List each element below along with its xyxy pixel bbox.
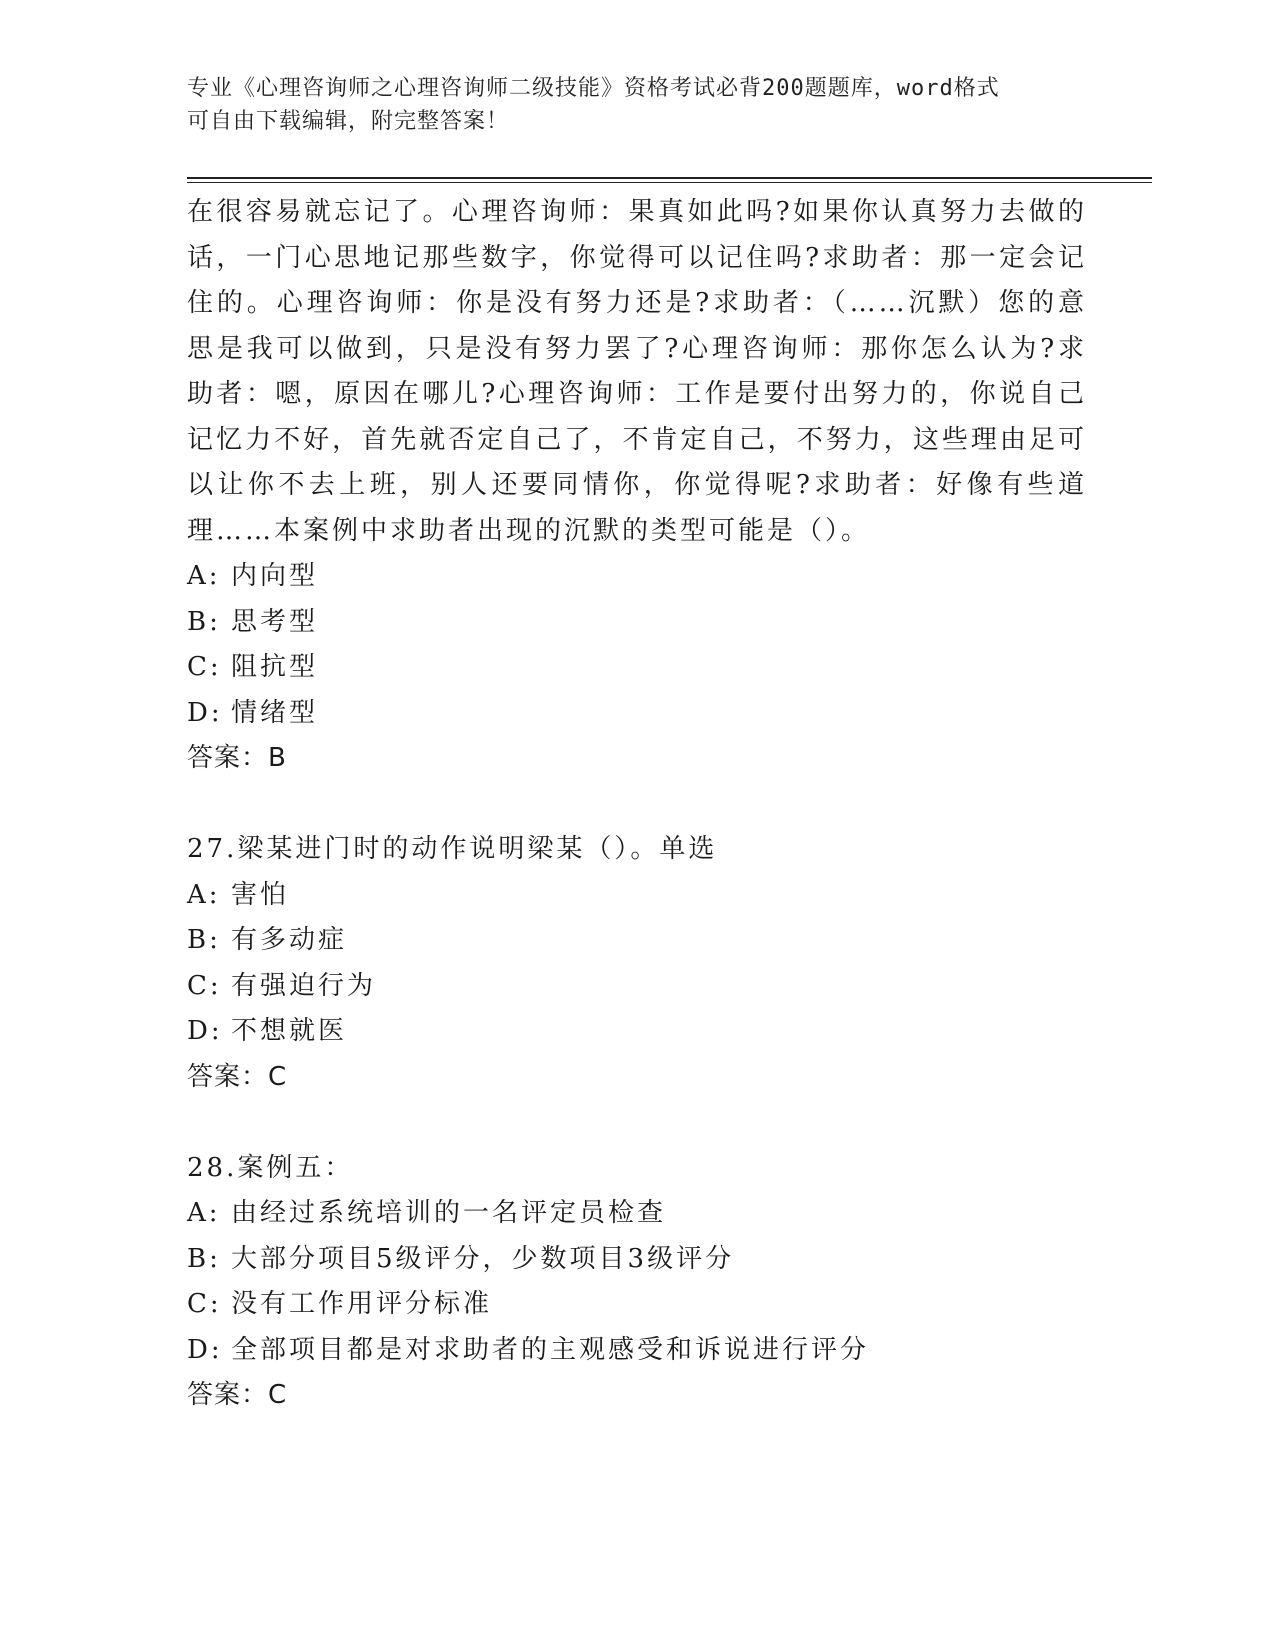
option-d [187,1328,1087,1374]
option-label: D: [187,697,223,728]
option-label: B: [187,1243,221,1274]
question-stem: 27.梁某进门时的动作说明梁某（）。单选 [187,834,718,864]
question-text: 在很容易就忘记了。心理咨询师：果真如此吗?如果你认真努力去做的话，一门心思地记那些数字，你觉得可以记住吗?求助者：那一定会记住的。心理咨询师：你是没有努力还是?求助者：（……沉默）您的意思是我可以做到，只是没有努力罢了?心理咨询师：那你怎么认为?求助者：嗯，原因在哪儿?心理咨询师：工作是要付出努力的，你说自己记忆力不好，首先就否定自己了，不肯定自己，不努力，这些理由足可以让你不去上班，别人还要同情你，你觉得呢?求助者：好像有些道理……本案例中求助者出现的沉默的类型可能是（）。 [187,197,1087,546]
document-header [187,72,1067,138]
option-label: A: [187,879,221,910]
answer: 答案：C [187,1061,288,1092]
header-line-1: 专业《心理咨询师之心理咨询师二级技能》资格考试必背200题题库，word格式 [187,76,1000,101]
header-rule-thick [187,177,1152,179]
answer: 答案：B [187,743,287,773]
option-text: 思考型 [231,606,319,637]
header-rule-thin [187,182,1152,183]
option-b [187,600,1087,646]
option-label: B: [187,606,221,637]
option-b [187,918,1087,964]
option-text: 不想就医 [231,1016,348,1046]
option-text: 没有工作用评分标准 [231,1289,493,1319]
option-text: 有多动症 [231,925,348,955]
option-text: 有强迫行为 [231,970,377,1001]
spacer [187,1100,1087,1146]
option-a [187,1191,1087,1237]
option-text: 阻抗型 [231,652,319,682]
document-body [187,190,1087,1419]
option-label: C: [187,652,222,682]
option-c [187,645,1087,691]
spacer [187,782,1087,828]
option-text: 内向型 [231,561,319,591]
header-line-2: 可自由下载编辑，附完整答案！ [187,109,510,134]
question-stem: 28.案例五： [187,1152,354,1183]
question-continued [187,190,1087,782]
option-label: C: [187,970,222,1001]
option-label: B: [187,925,221,955]
answer: 答案：C [187,1380,288,1410]
option-text: 大部分项目5级评分，少数项目3级评分 [231,1243,735,1274]
option-b [187,1237,1087,1283]
option-label: D: [187,1334,223,1365]
option-d [187,1009,1087,1055]
option-label: A: [187,1198,221,1228]
question-27 [187,827,1087,1100]
option-a [187,873,1087,919]
option-c [187,1282,1087,1328]
question-28 [187,1146,1087,1419]
option-label: D: [187,1016,223,1046]
option-text: 害怕 [231,879,290,910]
option-c [187,964,1087,1010]
option-text: 全部项目都是对求助者的主观感受和诉说进行评分 [231,1334,870,1365]
option-text: 由经过系统培训的一名评定员检查 [231,1198,667,1228]
option-d [187,691,1087,737]
option-text: 情绪型 [231,697,319,728]
option-label: A: [187,561,221,591]
option-a [187,554,1087,600]
option-label: C: [187,1289,222,1319]
